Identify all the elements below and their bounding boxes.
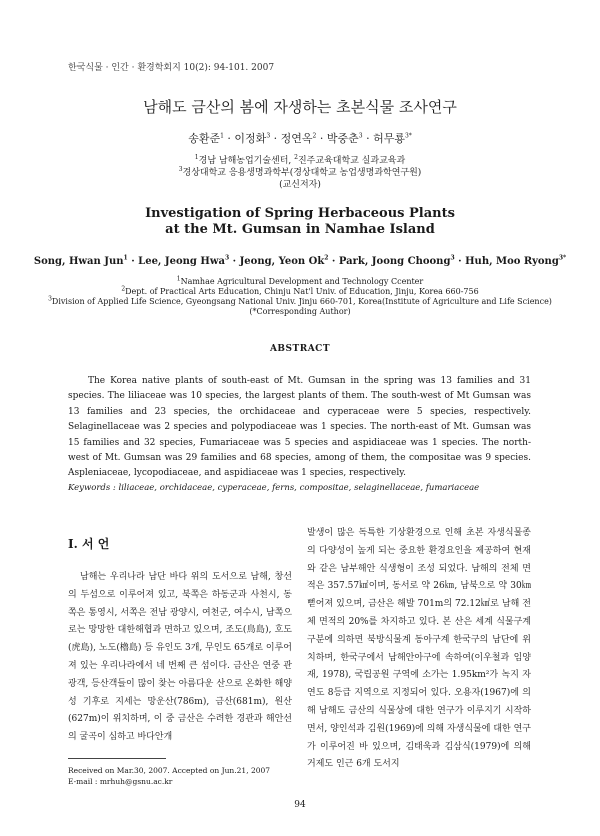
affiliation-sup: 1 <box>176 275 181 283</box>
korean-affiliations <box>0 155 600 191</box>
author-sup: 1 <box>220 132 224 140</box>
author-name: 허무룡 <box>373 132 405 145</box>
footnote-divider <box>68 758 166 759</box>
affiliation-line <box>0 277 600 287</box>
affiliation-text: 경남 남해농업기술센터, <box>198 156 295 166</box>
author-separator: · <box>223 132 235 145</box>
author-sup: 3 <box>450 254 455 262</box>
author-sup: 2 <box>312 132 317 140</box>
author-name: Lee, Jeong Hwa <box>138 256 225 267</box>
affiliation-line <box>0 179 600 191</box>
english-title-line: at the Mt. Gumsan in Namhae Island <box>165 222 435 237</box>
body-paragraph: 남해는 우리나라 남단 바다 위의 도서으로 남해, 창선의 두섬으로 이루어져 있고, 북쪽은 하동군과 사천시, 동쪽은 통영시, 서쪽은 전남 광양시, 여천군, 여수시, 남쪽으로는 망망한 대한해협과 면하고 있으며, 조도(鳥島), 호도(虎島), 노도(櫓島) 등 유인도 3개, 무인도 65개로 이루어져 있는 우리나라에서 네 번째 큰 섬이다. 금산은 연중 관광객, 등산객들이 많이 찾는 아름다운 산으로 온화한 해양성 기후로 지세는 망운산(786m), 금산(681m), 원산(627m)이 위치하며, 이 중 금산은 수려한 경관과 해안선의 굴곡이 심하고 바다안개 <box>68 572 292 743</box>
author-name: Huh, Moo Ryong <box>465 256 559 267</box>
author-sup: 1 <box>123 254 128 262</box>
affiliation-line <box>0 167 600 179</box>
author-separator: · <box>328 256 339 267</box>
body-column-left <box>68 569 292 747</box>
author-sup: 3 <box>266 132 271 140</box>
affiliation-line <box>0 287 600 297</box>
page-number: 94 <box>294 800 306 810</box>
abstract-text: The Korea native plants of south-east of Mt. Gumsan in the spring was 13 families and 31 species. The liliaceae was 10 species, the largest plants of them. The south-west of Mt Gumsan was 13 families and 23 species, the orchidaceae and cyperaceae were 5 species, respectively. Selaginellaceae was 2 species and polypodiaceae was 1 species. The north-east of Mt. Gumsan was 15 families and 32 species, Fumariaceae was 5 species and aspidiaceae was 1 species. The north-west of Mt. Gumsan was 29 families and 68 species, among of them, the compositae was 9 species. Aspleniaceae, lycopodiaceae, and aspidiaceae was 1 species, respectively. <box>68 376 531 479</box>
author-sup: 2 <box>324 254 329 262</box>
affiliation-sup: 1 <box>194 154 199 161</box>
affiliation-text: Dept. of Practical Arts Education, Chinju Nat'l Univ. of Education, Jinju, Korea 660-756 <box>125 287 479 296</box>
english-title-line: Investigation of Spring Herbaceous Plants <box>145 206 455 221</box>
korean-authors <box>0 130 600 146</box>
affiliation-line <box>0 155 600 167</box>
affiliation-line <box>0 307 600 317</box>
keywords: Keywords : liliaceae, orchidaceae, cyperaceae, ferns, compositae, selaginellaceae, fumariaceae <box>68 483 480 493</box>
affiliation-text: Namhae Agricultural Development and Technology Ccenter <box>180 277 424 286</box>
affiliation-sup: 2 <box>121 285 126 293</box>
body-column-right <box>307 525 531 774</box>
received-dates: Received on Mar.30, 2007. Accepted on Jun.21, 2007 <box>68 766 271 775</box>
section-heading: I. 서 언 <box>68 537 110 551</box>
author-name: 이정화 <box>234 132 267 145</box>
author-name: Song, Hwan Jun <box>33 256 124 267</box>
author-separator: · <box>362 132 374 145</box>
english-title <box>0 206 600 238</box>
author-separator: · <box>229 256 240 267</box>
author-sup: 3 <box>224 254 230 262</box>
affiliation-text: 진주교육대학교 실과교육과 <box>297 156 406 166</box>
author-name: 정연옥 <box>280 132 313 145</box>
english-authors <box>0 256 600 267</box>
author-sup: 3* <box>404 132 412 140</box>
author-sup: 3 <box>358 132 363 140</box>
affiliation-text: (교신저자) <box>279 180 321 190</box>
affiliation-line <box>0 297 600 307</box>
english-affiliations <box>0 277 600 317</box>
author-separator: · <box>270 132 281 145</box>
body-paragraph: 발생이 많은 독특한 기상환경으로 인해 초본 자생식물종의 다양성이 높게 되는 중요한 환경요인을 제공하여 현재와 같은 남부해안 식생형이 조성 되었다. 남해의 전체 면적은 357.57㎢이며, 동서로 약 26㎞, 남북으로 약 30㎞ 뻗어져 있으며, 금산은 해발 701m의 72.12㎢로 남해 전체 면적의 20%를 차지하고 있다. 본 산은 세계 식물구계 구분에 의하면 북방식물계 동아구계 한국구의 남단에 위치하며, 한국구에서 남해안아구에 속하여(이우철과 임양재, 1978), 국립공원 구역에 소가는 1.95km²가 녹지 자연도 8등급 지역으로 지정되어 있다. 오용자(1967)에 의해 남해도 금산의 식물상에 대한 연구가 이루지기 시작하면서, 양인석과 김원(1969)에 의해 자생식물에 대한 연구가 이루어진 바 있으며, 김태욱과 김삼식(1979)에 의해 거제도 인근 6개 도서지 <box>307 528 531 770</box>
abstract-body <box>68 374 531 482</box>
affiliation-sup: 3 <box>178 166 183 173</box>
author-separator: · <box>127 256 139 267</box>
email: E-mail : mrhuh@gsnu.ac.kr <box>68 777 173 786</box>
affiliation-text: Division of Applied Life Science, Gyeongsang National Univ. Jinju 660-701, Korea(Institute of Agriculture and Life Science) <box>51 297 552 306</box>
author-name: Jeong, Yeon Ok <box>239 256 325 267</box>
korean-title: 남해도 금산의 봄에 자생하는 초본식물 조사연구 <box>143 98 457 116</box>
abstract-heading: ABSTRACT <box>269 344 331 354</box>
author-separator: · <box>454 256 466 267</box>
author-sup: 3* <box>558 254 567 262</box>
affiliation-text: (*Corresponding Author) <box>249 307 351 316</box>
author-name: 송환준 <box>188 132 221 145</box>
author-separator: · <box>316 132 327 145</box>
author-name: Park, Joong Choong <box>338 256 451 267</box>
footnote <box>68 765 270 787</box>
affiliation-text: 경상대학교 응용생명과학부(경상대학교 농업생명과학연구원) <box>182 168 422 178</box>
journal-header: 한국식물 · 인간 · 환경학회지 10(2): 94-101. 2007 <box>68 63 275 73</box>
affiliation-sup: 3 <box>48 295 52 303</box>
affiliation-sup: 2 <box>294 154 298 161</box>
author-name: 박중춘 <box>326 132 359 145</box>
